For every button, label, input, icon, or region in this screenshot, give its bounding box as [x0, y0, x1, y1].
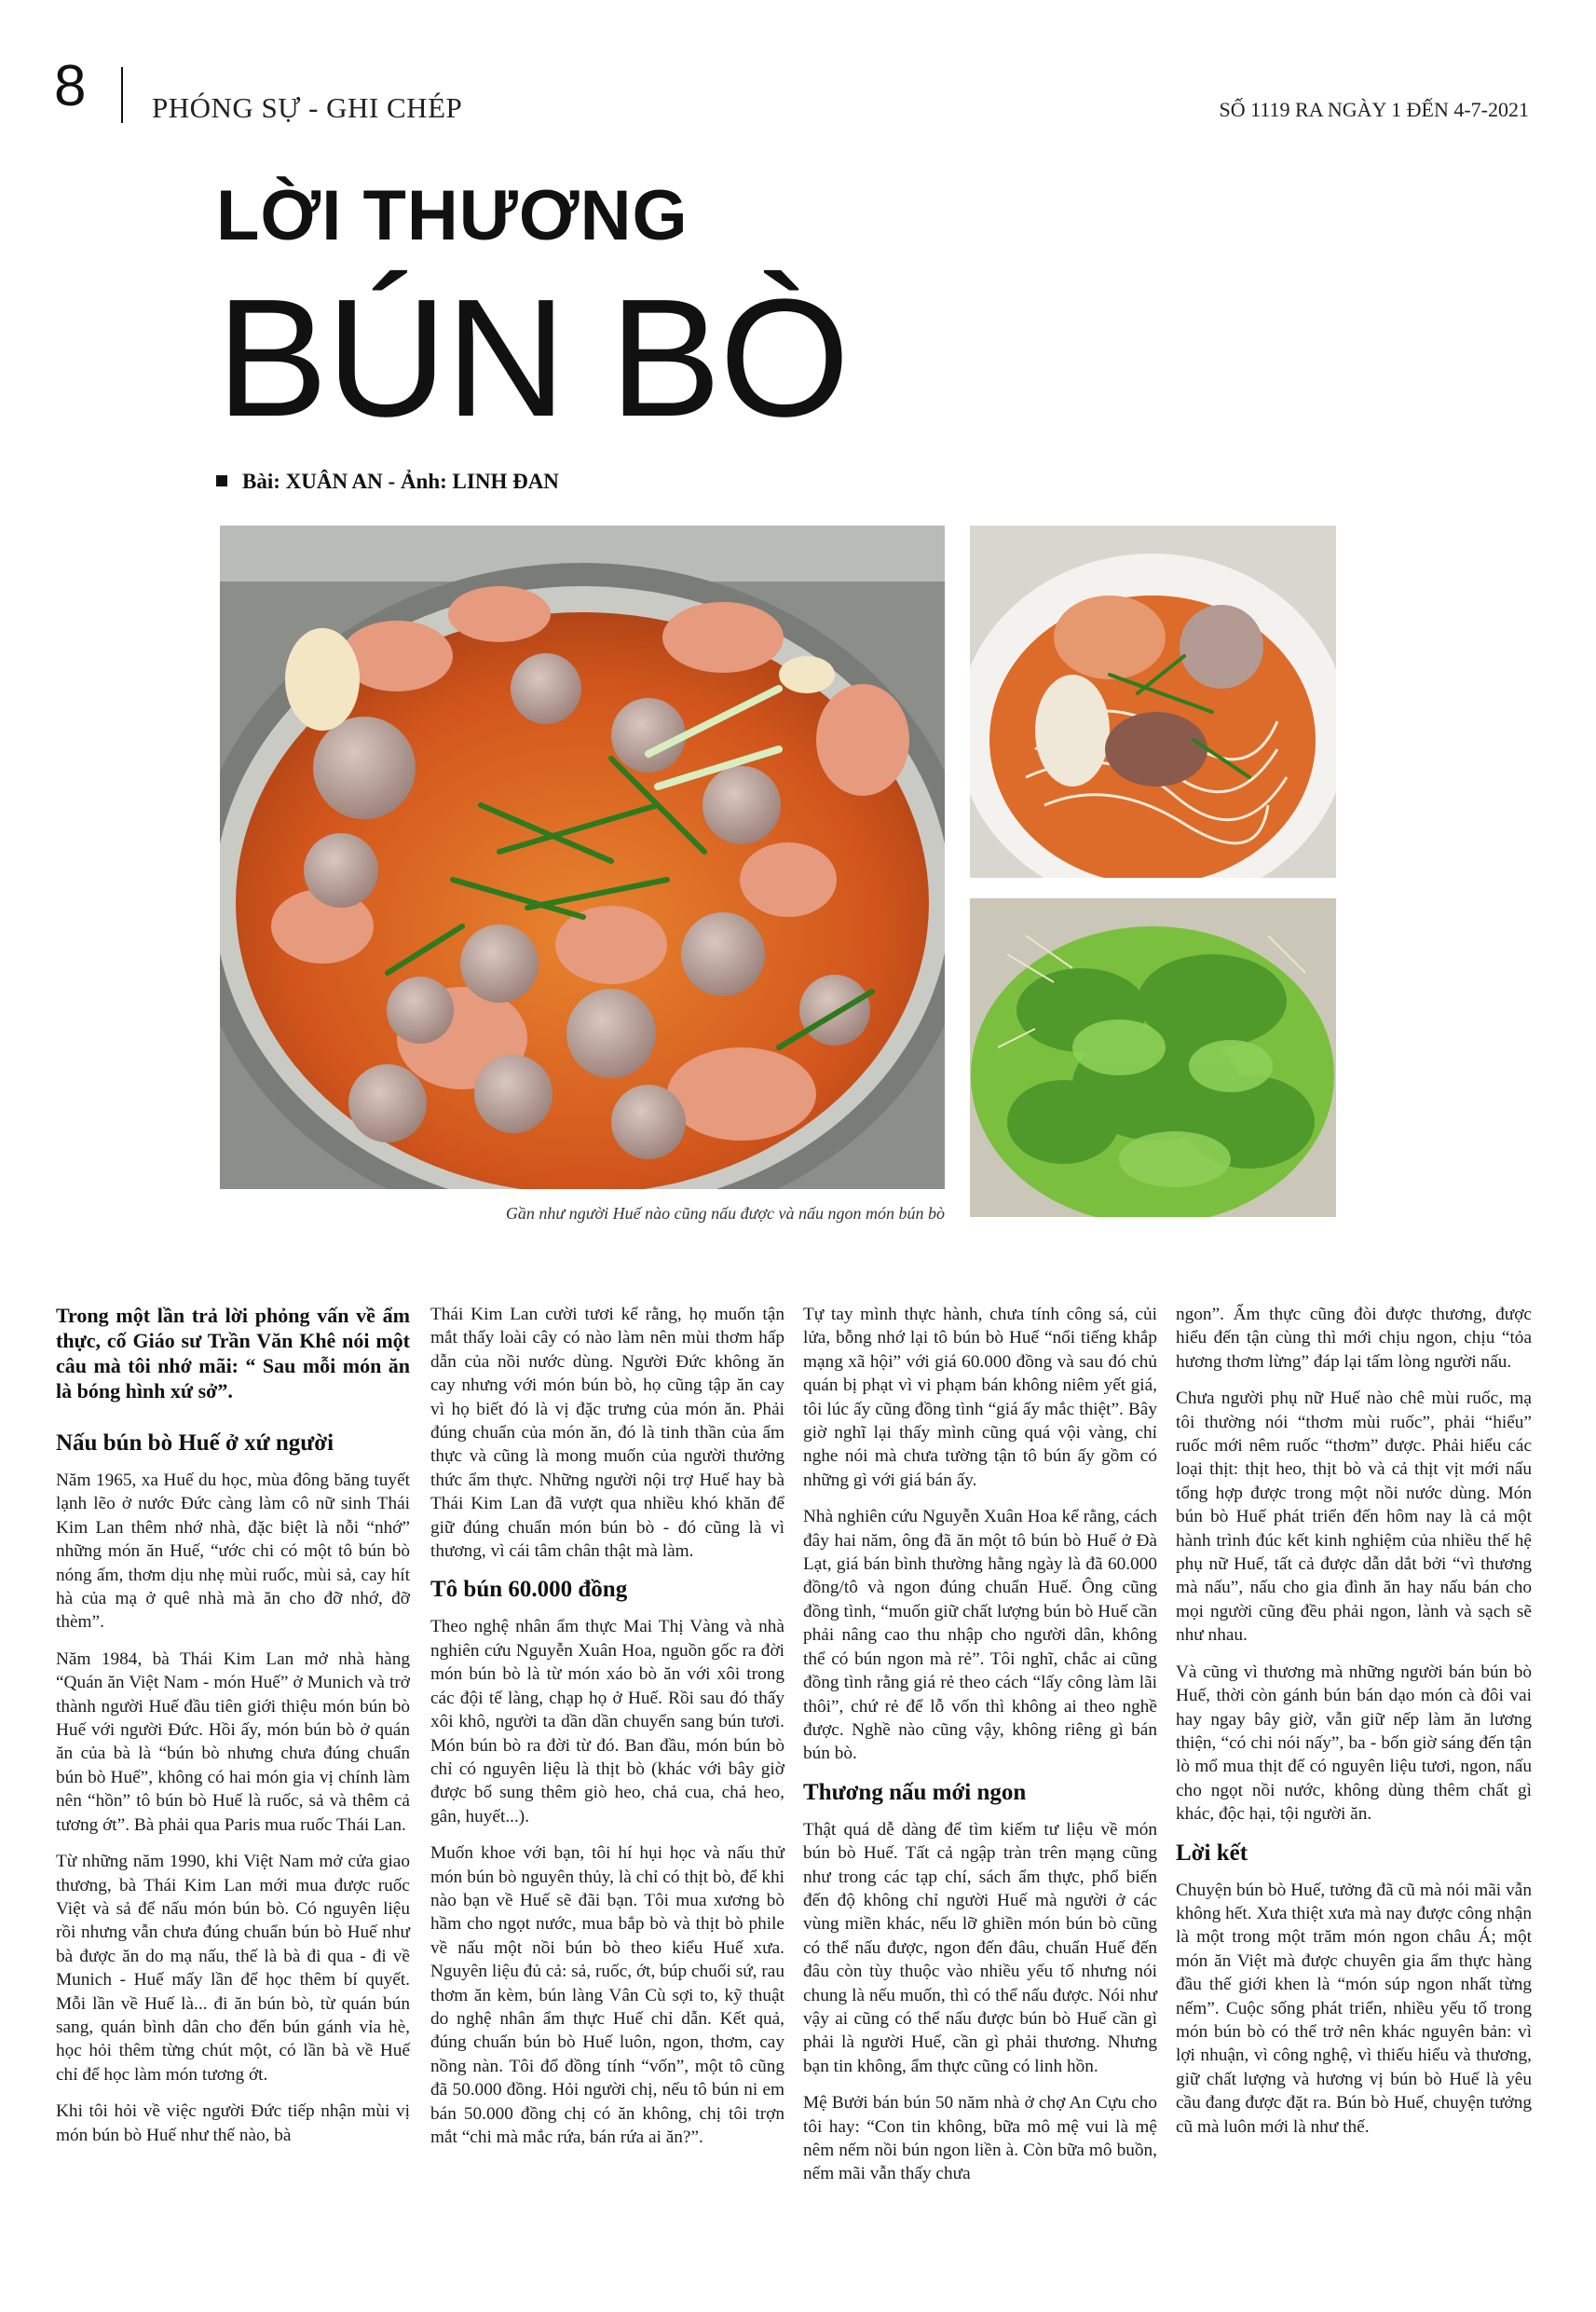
article-headline: BÚN BÒ [216, 265, 849, 452]
body-paragraph: ngon”. Ẩm thực cũng đòi được thương, được hiểu đến tận cùng thì mới chịu ngon, chịu “tỏa hương thơm lừng” đáp lại tấm lòng người nấu. [1176, 1305, 1532, 1372]
subheading: Nấu bún bò Huế ở xứ người [56, 1430, 334, 1456]
lead-paragraph: Trong một lần trả lời phỏng vấn về ẩm thực, cố Giáo sư Trần Văn Khê nói một câu mà tôi nhớ mãi: “ Sau mỗi món ăn là bóng hình xứ sở”. [56, 1304, 410, 1402]
body-paragraph: Theo nghệ nhân ẩm thực Mai Thị Vàng và nhà nghiên cứu Nguyễn Xuân Hoa, nguồn gốc ra đời món bún bò là từ món xáo bò ăn với xôi trong các đội tế làng, chạp họ ở Huế. Rồi sau đó thấy xôi khô, người ta dần dần chuyển sang bún tươi. Món bún bò ra đời từ đó. Ban đầu, món bún bò chỉ có nguyên liệu là thịt bò (khác với bây giờ được bổ sung thêm giò heo, chả cua, chả heo, gân, huyết...). [430, 1617, 784, 1826]
body-paragraph: Mệ Bưởi bán bún 50 năm nhà ở chợ An Cựu cho tôi hay: “Con tin không, bữa mô mệ vui là mệ nêm nếm nồi bún ngon liền à. Còn bữa mô buồn, nếm mãi vẫn thấy chưa [803, 2093, 1157, 2184]
body-paragraph: Thái Kim Lan cười tươi kể rằng, họ muốn tận mắt thấy loài cây có nào làm nên mùi thơm hấp dẫn của nồi nước dùng. Người Đức không ăn cay nhưng với món bún bò, họ cũng tập ăn cay vì họ biết đó là vị đặc trưng của món ăn. Phải đúng chuẩn của món ăn, đó là tinh thần của ẩm thực và cũng là mong muốn của người thưởng thức ẩm thực. Những người nội trợ Huế hay bà Thái Kim Lan đã vượt qua nhiều khó khăn để giữ đúng chuẩn món bún bò - đó cũng là vì thương, vì cái tâm chân thật mà làm. [430, 1305, 784, 1562]
section-label: PHÓNG SỰ - GHI CHÉP [152, 91, 463, 124]
greens-image [970, 898, 1336, 1217]
body-paragraph: Từ những năm 1990, khi Việt Nam mở cửa giao thương, bà Thái Kim Lan mới mua được ruốc Việt và sả để nấu món bún bò. Có nguyên liệu rồi nhưng vẫn chưa đúng chuẩn bún bò Huế như bà được ăn do mạ nấu, thế là bà đi qua - đi về Munich - Huế mấy lần để học thêm bí quyết. Mỗi lần về Huế là... đi ăn bún bò, từ quán bún sang, quán bình dân cho đến bún gánh vỉa hè, học hỏi thêm từng chút một, có lần bà về Huế chỉ để học làm món tương ớt. [56, 1852, 410, 2085]
header-divider [121, 67, 123, 123]
byline [216, 470, 559, 494]
issue-date: SỐ 1119 RA NGÀY 1 ĐẾN 4-7-2021 [1219, 98, 1529, 121]
photo-bowl-of-bun-bo [970, 526, 1336, 878]
body-paragraph: Năm 1965, xa Huế du học, mùa đông băng tuyết lạnh lẽo ở nước Đức càng làm cô nữ sinh Thái Kim Lan thêm nhớ nhà, đặc biệt là nỗi “nhớ” những món ăn Huế, “ước chi có một tô bún bò nóng ấm, thơm dịu nhẹ mùi ruốc, mùi sả, cay hít hà của mạ ở quê nhà mà ăn cho đỡ nhớ, đỡ thèm”. [56, 1471, 410, 1633]
body-paragraph: Thật quá dễ dàng để tìm kiếm tư liệu về món bún bò Huế. Tất cả ngập tràn trên mạng cũng như trong các tạp chí, sách ẩm thực, phổ biến đến độ không chỉ người Huế mà người ở các vùng miền khác, nếu lỡ ghiền món bún bò cũng có thể nấu được, ngon đến đâu, chuẩn Huế đến đâu còn tùy thuộc vào nhiều yếu tố nhưng nói chung là nếu muốn, thì có thể nấu được. Nói như vậy ai cũng có thể nấu được bún bò Huế cần gì phải là người Huế, cần gì phải thương. Nhưng bạn tin không, ẩm thực cũng có linh hồn. [803, 1819, 1157, 2076]
subheading: Lời kết [1176, 1840, 1248, 1866]
bullet-square-icon [216, 475, 227, 486]
body-paragraph: Tự tay mình thực hành, chưa tính công sá, củi lửa, bỗng nhớ lại tô bún bò Huế “nổi tiếng khắp mạng xã hội” với giá 60.000 đồng và sau đó chủ quán bị phạt vì vi phạm bán không niêm yết giá, tôi lúc ấy cũng đồng tình “giá ấy mắc thiệt”. Bây giờ nghĩ lại thấy mình cũng quá vội vàng, chỉ nghe nói mà chưa tường tận tô bún ấy gồm có những gì với giá bán ấy. [803, 1305, 1157, 1490]
body-paragraph: Và cũng vì thương mà những người bán bún bò Huế, thời còn gánh bún bán dạo món cà đôi vai hay ngay bây giờ, vẫn giữ nếp làm ăn lương thiện, “có chi nói nấy”, ba - bốn giờ sáng đến tận lò mổ mua thịt để có nguyên liệu tươi, ngon, nấu cho ngọt nồi nước, không dùng thêm chất gì khác, độc hại, tội người ăn. [1176, 1662, 1532, 1825]
text-column-3 [803, 1303, 1157, 2199]
photo-fresh-herbs [970, 898, 1336, 1217]
text-column-2 [430, 1303, 784, 2162]
subheading: Tô bún 60.000 đồng [430, 1577, 628, 1603]
photo-caption: Gần như người Huế nào cũng nấu được và nấu ngon món bún bò [505, 1204, 945, 1223]
text-column-1 [56, 1303, 410, 2160]
byline-text: Bài: XUÂN AN - Ảnh: LINH ĐAN [242, 470, 559, 493]
page-number: 8 [54, 54, 87, 118]
subheading: Thương nấu mới ngon [803, 1779, 1027, 1805]
body-paragraph: Năm 1984, bà Thái Kim Lan mở nhà hàng “Quán ăn Việt Nam - món Huế” ở Munich và trở thành người Huế đầu tiên giới thiệu món bún bò Huế với người Đức. Hồi ấy, món bún bò ở quán ăn của bà là “bún bò nhưng chưa đúng chuẩn bún bò Huế”, không có hai món gia vị chính làm nên “hồn” tô bún bò Huế là ruốc, sả và thêm cả tương ớt”. Bà phải qua Paris mua ruốc Thái Lan. [56, 1648, 410, 1835]
body-paragraph: Chưa người phụ nữ Huế nào chê mùi ruốc, mạ tôi thường nói “thơm mùi ruốc”, phải “hiểu” ruốc mới nêm ruốc “thơm” được. Phải hiểu các loại thịt: thịt heo, thịt bò và cả thịt vịt mới nấu tổng hợp được trong một nồi nước dùng. Món bún bò Huế phát triển đến hôm nay là cả một hành trình đúc kết kinh nghiệm của nhiều thế hệ phụ nữ Huế, tất cả được dẫn dắt bởi “vì thương mà nấu”, nấu cho gia đình ăn hay nấu bán cho mọi người cũng đều phải ngon, lành và sạch sẽ như nhau. [1176, 1389, 1532, 1646]
body-paragraph: Muốn khoe với bạn, tôi hí hụi học và nấu thử món bún bò nguyên thủy, là chỉ có thịt bò, để khi nào bạn về Huế sẽ đãi bạn. Tôi mua xương bò hầm cho ngọt nước, mua bắp bò và thịt bò phile về nấu một nồi bún bò theo kiểu Huế xưa. Nguyên liệu đủ cả: sả, ruốc, ớt, búp chuối sứ, rau thơm ăn kèm, bún làng Vân Cù sợi to, kỹ thuật do nghệ nhân ẩm thực Huế chỉ dẫn. Kết quả, đúng chuẩn bún bò Huế luôn, ngon, thơm, cay nồng nàn. Tôi đổ đồng tính “vốn”, một tô cũng đã 50.000 đồng. Hỏi người chị, nếu tô bún ni em bán 50.000 đồng chị có ăn không, chị tôi trợn mắt “chi mà mắc rứa, bán rứa ai ăn?”. [430, 1843, 784, 2147]
body-paragraph: Khi tôi hỏi về việc người Đức tiếp nhận mùi vị món bún bò Huế như thế nào, bà [56, 2101, 410, 2145]
body-paragraph: Chuyện bún bò Huế, tưởng đã cũ mà nói mãi vẫn không hết. Xưa thiệt xưa mà nay được công nhận là một trong một trăm món ngon châu Á; một món ăn Việt mà được chuyên gia ẩm thực hàng đầu thế giới khen là “món súp ngon nhất từng nếm”. Cuộc sống phát triển, nhiều yếu tố trong món bún bò có thể trở nên khác nguyên bản: vì lợi nhuận, vì công nghệ, vì thiếu hiểu và thương, giữ chất lượng và hương vị bún bò Huế là yêu cầu đang được đặt ra. Bún bò Huế, chuyện tưởng cũ mà luôn mới là như thế. [1176, 1880, 1532, 2137]
text-column-4 [1176, 1303, 1532, 2152]
pot-image [220, 526, 945, 1189]
bowl-image [970, 526, 1336, 878]
article-kicker: LỜI THƯƠNG [216, 176, 689, 255]
body-paragraph: Nhà nghiên cứu Nguyễn Xuân Hoa kể rằng, cách đây hai năm, ông đã ăn một tô bún bò Huế ở Đà Lạt, giá bán bình thường hằng ngày là đã 60.000 đồng/tô và ngon đúng chuẩn Huế. Ông cũng đồng tình, “muốn giữ chất lượng bún bò Huế cần phải nâng cao thu nhập cho người dân, không thể có bún ngon mà rẻ”. Tôi nghĩ, chắc ai cũng đồng tình rằng giá rẻ theo cách “lấy công làm lãi thôi”, chứ rẻ để lỗ vốn thì không ai theo nghề được. Nghề nào cũng vậy, không riêng gì bán bún bò. [803, 1507, 1157, 1764]
photo-pot-of-bun-bo [220, 526, 945, 1189]
